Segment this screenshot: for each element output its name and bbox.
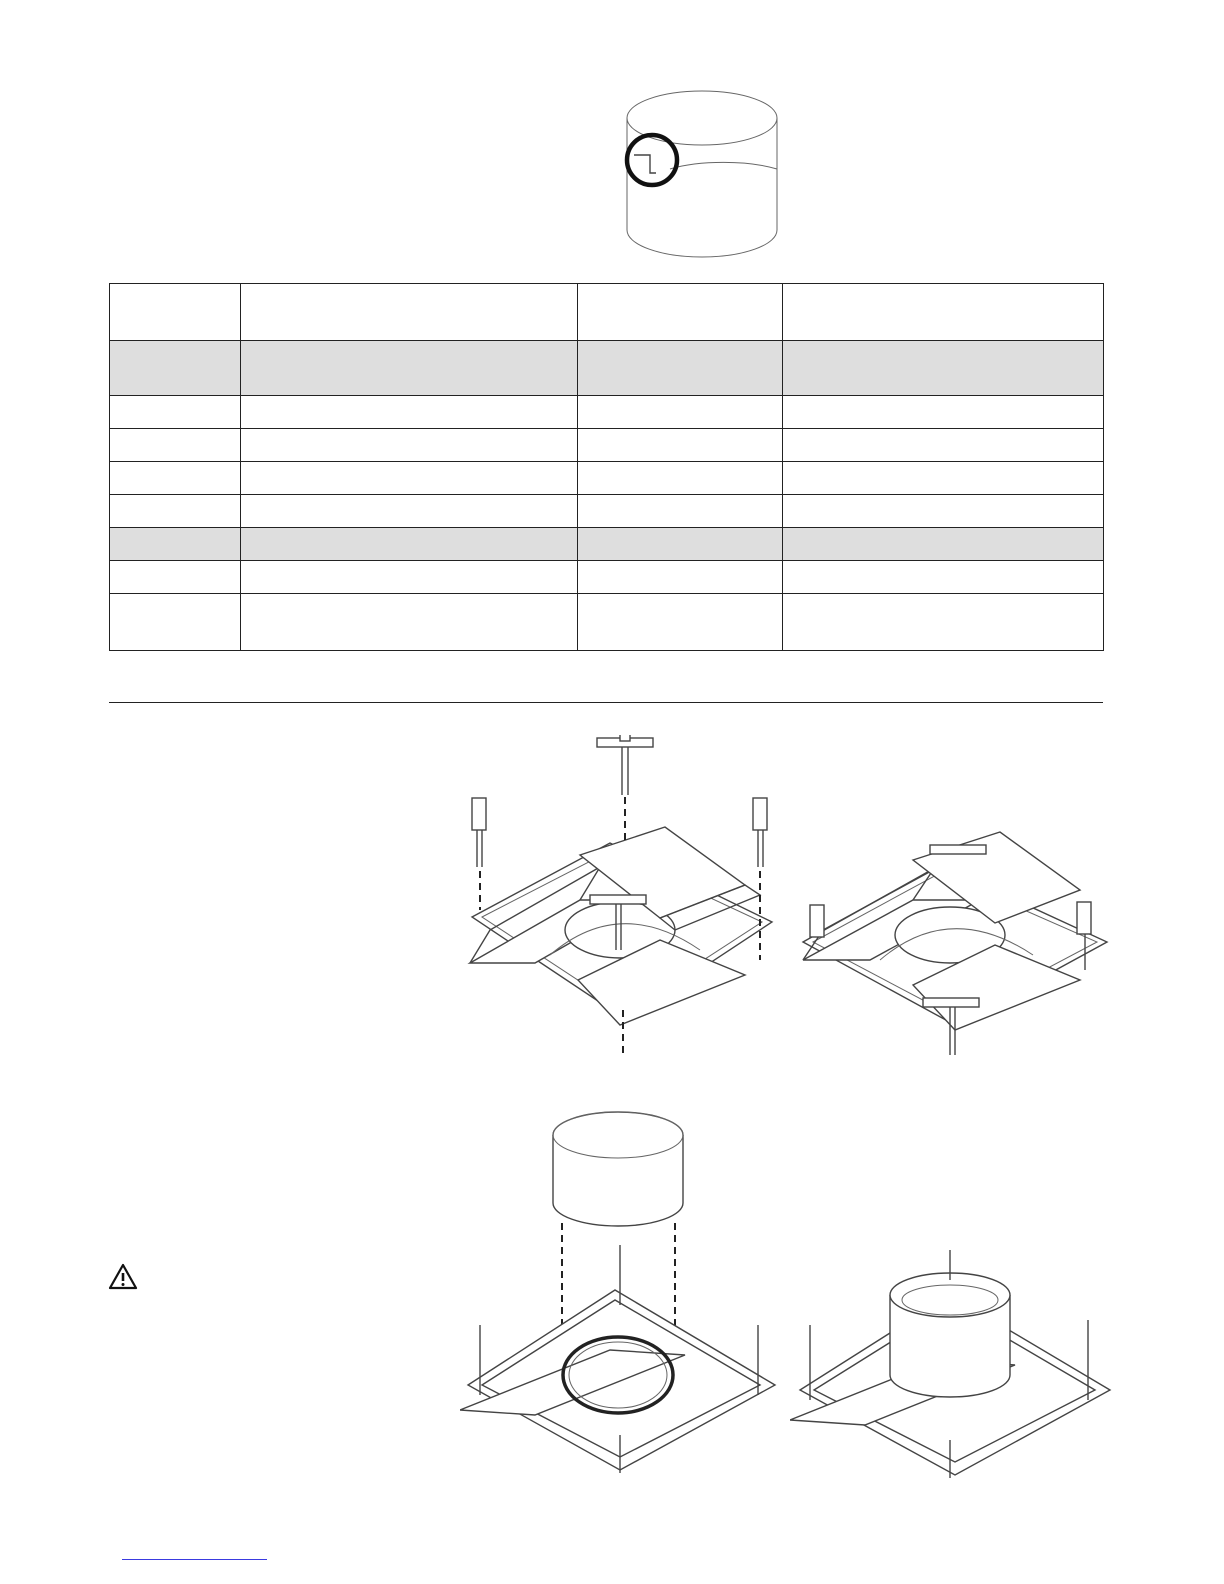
table-cell bbox=[578, 528, 783, 561]
table-cell bbox=[578, 396, 783, 429]
cylinder-insert-illustration bbox=[460, 1105, 790, 1480]
table-cell bbox=[110, 341, 241, 396]
table-cell bbox=[783, 341, 1104, 396]
table-row bbox=[110, 462, 1104, 495]
table-cell bbox=[578, 284, 783, 341]
table-cell bbox=[110, 429, 241, 462]
table-cell bbox=[578, 341, 783, 396]
section-divider bbox=[109, 702, 1103, 703]
table-cell bbox=[241, 495, 578, 528]
table-cell bbox=[783, 495, 1104, 528]
table-cell bbox=[578, 495, 783, 528]
table-row bbox=[110, 594, 1104, 651]
table-cell bbox=[783, 528, 1104, 561]
table-cell bbox=[241, 528, 578, 561]
table-cell bbox=[783, 429, 1104, 462]
table-cell bbox=[110, 495, 241, 528]
table-cell bbox=[578, 561, 783, 594]
table-cell bbox=[783, 561, 1104, 594]
spec-table bbox=[109, 283, 1104, 651]
cylinder-installed-illustration bbox=[790, 1250, 1120, 1480]
table-cell bbox=[783, 396, 1104, 429]
table-row bbox=[110, 284, 1104, 341]
table-cell bbox=[110, 528, 241, 561]
hanger-rod-installed-illustration bbox=[795, 820, 1120, 1060]
footer-link-underline[interactable] bbox=[122, 1559, 267, 1560]
table-cell bbox=[241, 396, 578, 429]
table-cell bbox=[110, 594, 241, 651]
table-cell bbox=[110, 396, 241, 429]
table-row bbox=[110, 528, 1104, 561]
notch-highlight-circle bbox=[627, 135, 677, 185]
table-cell bbox=[241, 429, 578, 462]
table-cell bbox=[110, 462, 241, 495]
table-row bbox=[110, 429, 1104, 462]
table-cell bbox=[578, 462, 783, 495]
table-cell bbox=[110, 561, 241, 594]
hanger-rod-install-illustration bbox=[460, 735, 790, 1060]
table-cell bbox=[783, 462, 1104, 495]
cylinder-notch-illustration bbox=[610, 85, 790, 260]
table-row bbox=[110, 495, 1104, 528]
table-cell bbox=[241, 594, 578, 651]
table-cell bbox=[110, 284, 241, 341]
table-row bbox=[110, 341, 1104, 396]
table-row bbox=[110, 561, 1104, 594]
table-cell bbox=[578, 594, 783, 651]
table-cell bbox=[241, 462, 578, 495]
table-cell bbox=[783, 284, 1104, 341]
table-cell bbox=[783, 594, 1104, 651]
table-cell bbox=[578, 429, 783, 462]
table-cell bbox=[241, 561, 578, 594]
table-row bbox=[110, 396, 1104, 429]
warning-icon bbox=[108, 1263, 138, 1290]
table-cell bbox=[241, 341, 578, 396]
table-cell bbox=[241, 284, 578, 341]
